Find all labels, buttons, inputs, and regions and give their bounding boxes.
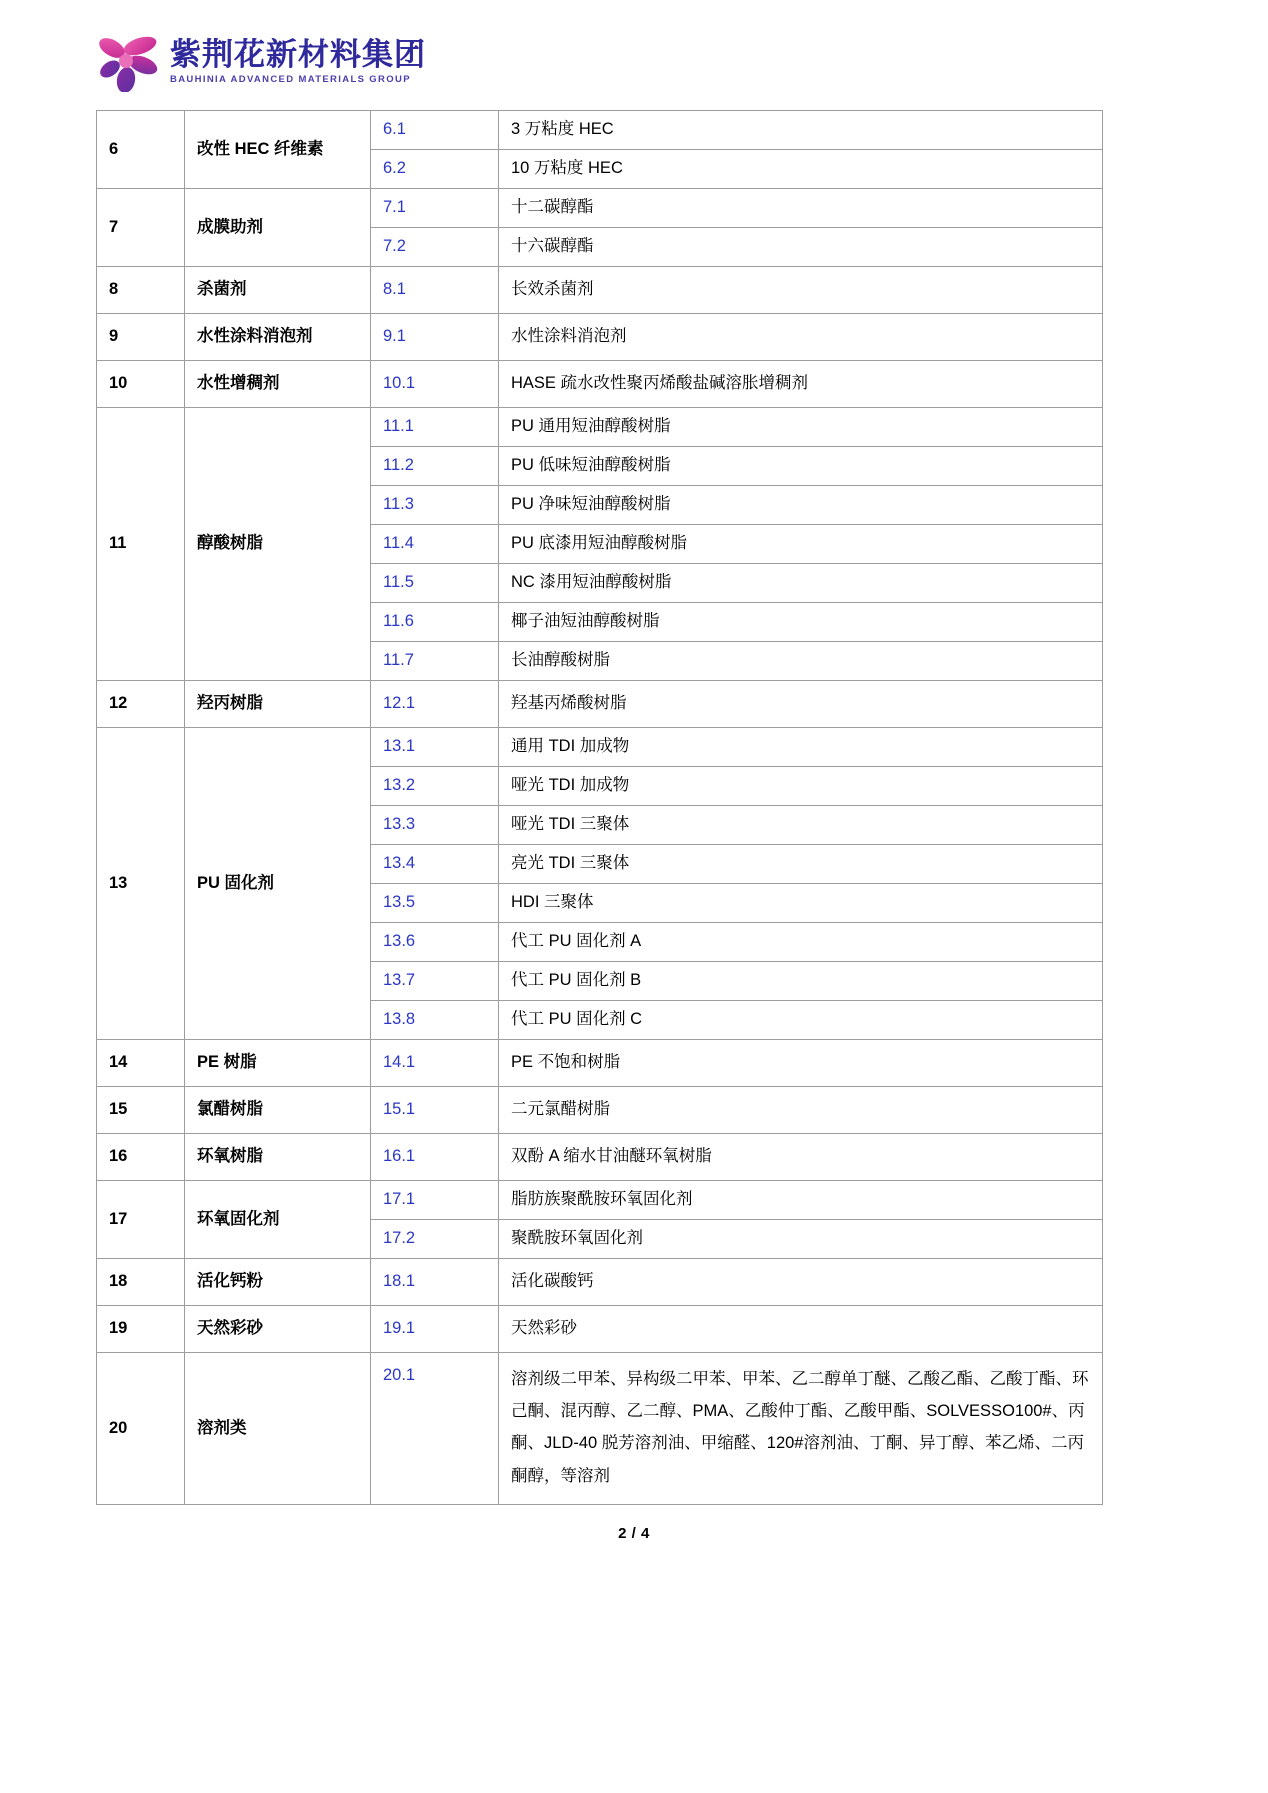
logo-english-name: BAUHINIA ADVANCED MATERIALS GROUP [170,74,411,86]
item-description: 水性涂料消泡剂 [499,314,1103,361]
table-row [97,267,1103,314]
group-category: 杀菌剂 [185,267,371,314]
item-number: 16.1 [371,1134,499,1181]
company-logo-header [96,32,426,92]
group-number: 6 [97,111,185,189]
table-row [97,361,1103,408]
group-number: 8 [97,267,185,314]
group-number: 11 [97,408,185,681]
group-category: 成膜助剂 [185,189,371,267]
group-category: 羟丙树脂 [185,681,371,728]
group-number: 19 [97,1306,185,1353]
item-number: 13.4 [371,845,499,884]
item-description: 10 万粘度 HEC [499,150,1103,189]
bauhinia-flower-icon [96,32,158,92]
item-description: PU 底漆用短油醇酸树脂 [499,525,1103,564]
item-description: 天然彩砂 [499,1306,1103,1353]
item-description: 哑光 TDI 三聚体 [499,806,1103,845]
group-number: 12 [97,681,185,728]
table-row [97,314,1103,361]
item-number: 11.5 [371,564,499,603]
group-number: 15 [97,1087,185,1134]
item-number: 13.3 [371,806,499,845]
table-row [97,408,1103,447]
group-number: 10 [97,361,185,408]
item-number: 11.2 [371,447,499,486]
table-row [97,1134,1103,1181]
table-row [97,681,1103,728]
item-description: PU 通用短油醇酸树脂 [499,408,1103,447]
item-number: 9.1 [371,314,499,361]
group-category: 天然彩砂 [185,1306,371,1353]
item-description: PU 低味短油醇酸树脂 [499,447,1103,486]
item-number: 17.1 [371,1181,499,1220]
item-description: 活化碳酸钙 [499,1259,1103,1306]
table-row [97,1259,1103,1306]
item-description: 通用 TDI 加成物 [499,728,1103,767]
item-number: 18.1 [371,1259,499,1306]
item-number: 19.1 [371,1306,499,1353]
table-row [97,728,1103,767]
item-description: 代工 PU 固化剂 B [499,962,1103,1001]
page-number-footer: 2 / 4 [618,1525,650,1542]
item-number: 13.7 [371,962,499,1001]
group-number: 14 [97,1040,185,1087]
group-category: 醇酸树脂 [185,408,371,681]
item-number: 13.1 [371,728,499,767]
item-number: 13.6 [371,923,499,962]
table-row [97,1087,1103,1134]
item-description: 3 万粘度 HEC [499,111,1103,150]
item-number: 11.1 [371,408,499,447]
group-category: 改性 HEC 纤维素 [185,111,371,189]
item-description: 二元氯醋树脂 [499,1087,1103,1134]
item-description: PE 不饱和树脂 [499,1040,1103,1087]
item-description: 哑光 TDI 加成物 [499,767,1103,806]
item-number: 8.1 [371,267,499,314]
item-description: PU 净味短油醇酸树脂 [499,486,1103,525]
table-row [97,111,1103,150]
group-category: 环氧固化剂 [185,1181,371,1259]
item-description: 聚酰胺环氧固化剂 [499,1220,1103,1259]
table-body [97,111,1103,1505]
item-description: 亮光 TDI 三聚体 [499,845,1103,884]
group-category: 氯醋树脂 [185,1087,371,1134]
group-number: 13 [97,728,185,1040]
item-number: 13.5 [371,884,499,923]
item-description: NC 漆用短油醇酸树脂 [499,564,1103,603]
item-description: HASE 疏水改性聚丙烯酸盐碱溶胀增稠剂 [499,361,1103,408]
item-number: 6.2 [371,150,499,189]
item-description: 十六碳醇酯 [499,228,1103,267]
group-number: 9 [97,314,185,361]
item-number: 12.1 [371,681,499,728]
item-description: 代工 PU 固化剂 A [499,923,1103,962]
item-description: 代工 PU 固化剂 C [499,1001,1103,1040]
logo-text [170,39,426,85]
group-number: 16 [97,1134,185,1181]
item-number: 13.2 [371,767,499,806]
table-row [97,1306,1103,1353]
item-description: 十二碳醇酯 [499,189,1103,228]
item-description: 长油醇酸树脂 [499,642,1103,681]
item-description: 双酚 A 缩水甘油醚环氧树脂 [499,1134,1103,1181]
item-number: 10.1 [371,361,499,408]
item-number: 6.1 [371,111,499,150]
item-number: 20.1 [371,1353,499,1505]
item-description: 长效杀菌剂 [499,267,1103,314]
item-number: 7.2 [371,228,499,267]
group-category: 活化钙粉 [185,1259,371,1306]
group-number: 18 [97,1259,185,1306]
item-number: 11.3 [371,486,499,525]
group-number: 20 [97,1353,185,1505]
table-row [97,1353,1103,1505]
item-description: HDI 三聚体 [499,884,1103,923]
item-description: 羟基丙烯酸树脂 [499,681,1103,728]
group-category: PE 树脂 [185,1040,371,1087]
group-category: 水性增稠剂 [185,361,371,408]
item-number: 11.6 [371,603,499,642]
group-category: 溶剂类 [185,1353,371,1505]
group-number: 7 [97,189,185,267]
item-number: 11.7 [371,642,499,681]
logo-chinese-name: 紫荆花新材料集团 [170,37,426,73]
group-category: 环氧树脂 [185,1134,371,1181]
group-category: 水性涂料消泡剂 [185,314,371,361]
item-description: 脂肪族聚酰胺环氧固化剂 [499,1181,1103,1220]
item-number: 13.8 [371,1001,499,1040]
group-category: PU 固化剂 [185,728,371,1040]
item-number: 14.1 [371,1040,499,1087]
item-description: 椰子油短油醇酸树脂 [499,603,1103,642]
table-row [97,1181,1103,1220]
item-number: 15.1 [371,1087,499,1134]
table-row [97,189,1103,228]
group-number: 17 [97,1181,185,1259]
product-catalog-table [96,110,1103,1505]
item-number: 17.2 [371,1220,499,1259]
item-number: 7.1 [371,189,499,228]
item-description: 溶剂级二甲苯、异构级二甲苯、甲苯、乙二醇单丁醚、乙酸乙酯、乙酸丁酯、环己酮、混丙醇、乙二醇、PMA、乙酸仲丁酯、乙酸甲酯、SOLVESSO100#、丙酮、JLD-40 脱芳溶剂油、甲缩醛、120#溶剂油、丁酮、异丁醇、苯乙烯、二丙酮醇，等溶剂 [499,1353,1103,1505]
table-row [97,1040,1103,1087]
item-number: 11.4 [371,525,499,564]
